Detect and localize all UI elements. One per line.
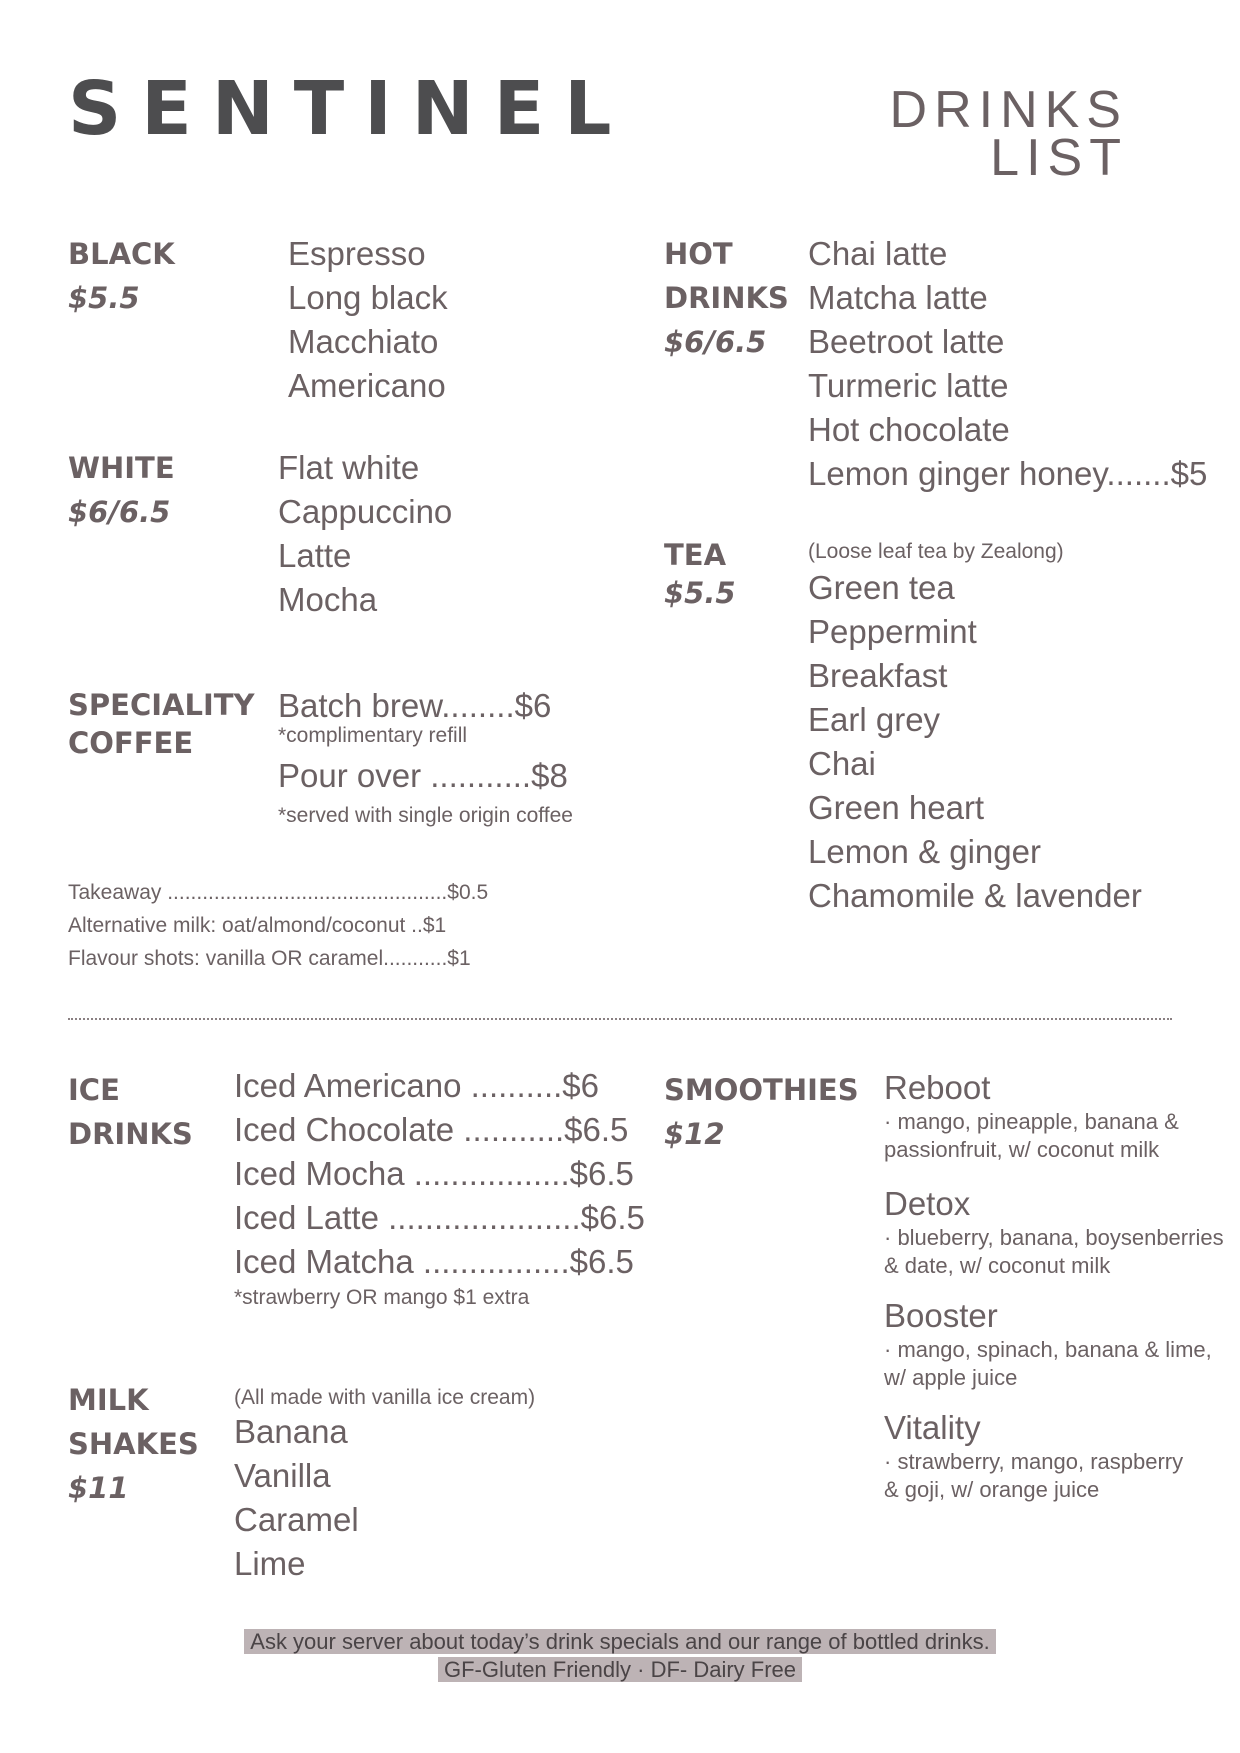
smoothies-category: SMOOTHIES xyxy=(664,1073,859,1107)
extra-takeaway: Takeaway ................................................$0.5 xyxy=(68,881,489,904)
pour-over-item: Pour over ...........$8 xyxy=(278,757,568,794)
extra-flavour-shots: Flavour shots: vanilla OR caramel...........$1 xyxy=(68,947,471,970)
footer xyxy=(0,1628,1240,1684)
black-category: BLACK xyxy=(68,237,175,271)
smoothie-item xyxy=(884,1296,1224,1392)
menu-item: Mocha xyxy=(278,581,378,618)
menu-item: Green tea xyxy=(808,569,955,606)
menu-item: Lime xyxy=(234,1545,306,1582)
batch-brew-item: Batch brew........$6 xyxy=(278,687,552,724)
tea-items xyxy=(808,566,1142,918)
brand-logo: SENTINEL xyxy=(68,66,632,152)
page-title-line2: LIST xyxy=(990,129,1128,187)
menu-item: Chai xyxy=(808,745,876,782)
smoothie-desc: · blueberry, banana, boysenberries xyxy=(884,1225,1224,1250)
menu-item: Peppermint xyxy=(808,613,977,650)
menu-item: Turmeric latte xyxy=(808,367,1009,404)
milkshakes-price: $11 xyxy=(68,1471,129,1505)
ice-items xyxy=(234,1064,645,1284)
menu-item: Macchiato xyxy=(288,323,439,360)
smoothie-name: Vitality xyxy=(884,1409,981,1446)
smoothie-item xyxy=(884,1184,1224,1280)
tea-note: (Loose leaf tea by Zealong) xyxy=(808,540,1064,563)
menu-item: Iced Chocolate ...........$6.5 xyxy=(234,1111,629,1148)
extra-alt-milk: Alternative milk: oat/almond/coconut ..$1 xyxy=(68,914,447,937)
hot-section-heading xyxy=(664,232,789,364)
menu-item: Hot chocolate xyxy=(808,411,1010,448)
white-price: $6/6.5 xyxy=(68,495,171,529)
milkshakes-category-line2: SHAKES xyxy=(68,1427,199,1461)
menu-item: Beetroot latte xyxy=(808,323,1005,360)
menu-item: Latte xyxy=(278,537,352,574)
black-items xyxy=(288,232,448,408)
speciality-section-heading xyxy=(68,686,255,762)
smoothie-desc: & date, w/ coconut milk xyxy=(884,1253,1111,1278)
speciality-category-line2: COFFEE xyxy=(68,726,194,760)
hot-category-line1: HOT xyxy=(664,237,733,271)
menu-item: Green heart xyxy=(808,789,985,826)
menu-item: Caramel xyxy=(234,1501,359,1538)
smoothie-name: Booster xyxy=(884,1297,998,1334)
speciality-category-line1: SPECIALITY xyxy=(68,688,255,722)
menu-item: Lemon & ginger xyxy=(808,833,1041,870)
batch-brew-note: *complimentary refill xyxy=(278,724,468,747)
page-title-line1: DRINKS xyxy=(889,81,1128,139)
smoothie-desc: · mango, spinach, banana & lime, xyxy=(884,1337,1212,1362)
menu-item: Flat white xyxy=(278,449,420,486)
menu-item: Banana xyxy=(234,1413,348,1450)
menu-item: Matcha latte xyxy=(808,279,988,316)
smoothie-name: Detox xyxy=(884,1185,971,1222)
menu-item: Iced Mocha .................$6.5 xyxy=(234,1155,634,1192)
tea-section-heading xyxy=(664,536,736,612)
smoothies-list xyxy=(884,1068,1224,1504)
smoothie-desc: · mango, pineapple, banana & xyxy=(884,1109,1179,1134)
ice-section-heading xyxy=(68,1068,193,1156)
milkshakes-note: (All made with vanilla ice cream) xyxy=(234,1386,536,1409)
smoothie-desc: & goji, w/ orange juice xyxy=(884,1477,1100,1502)
menu-item: Iced Latte .....................$6.5 xyxy=(234,1199,645,1236)
milkshakes-items xyxy=(234,1410,359,1586)
milkshakes-section-heading xyxy=(68,1378,199,1510)
menu-item: Long black xyxy=(288,279,448,316)
menu-item: Breakfast xyxy=(808,657,948,694)
footer-specials-note: Ask your server about today’s drink specials and our range of bottled drinks. xyxy=(244,1629,995,1654)
hot-category-line2: DRINKS xyxy=(664,281,789,315)
menu-item: Iced Americano ..........$6 xyxy=(234,1067,600,1104)
ice-category-line1: ICE xyxy=(68,1073,120,1107)
speciality-items xyxy=(278,684,573,830)
tea-category: TEA xyxy=(664,538,727,572)
menu-item: Chamomile & lavender xyxy=(808,877,1142,914)
smoothies-price: $12 xyxy=(664,1117,725,1151)
milkshakes-category-line1: MILK xyxy=(68,1383,149,1417)
section-divider xyxy=(68,1018,1172,1020)
menu-item: Iced Matcha ................$6.5 xyxy=(234,1243,634,1280)
smoothie-item xyxy=(884,1068,1224,1164)
hot-items xyxy=(808,232,1207,496)
menu-item: Earl grey xyxy=(808,701,941,738)
white-section-heading xyxy=(68,446,175,534)
smoothie-name: Reboot xyxy=(884,1069,991,1106)
smoothie-desc: · strawberry, mango, raspberry xyxy=(884,1449,1184,1474)
smoothies-section-heading xyxy=(664,1068,859,1156)
smoothie-desc: w/ apple juice xyxy=(884,1365,1018,1390)
page-title xyxy=(889,81,1128,187)
white-category: WHITE xyxy=(68,451,175,485)
black-price: $5.5 xyxy=(68,281,140,315)
extras-list xyxy=(68,876,488,975)
black-section-heading xyxy=(68,232,175,320)
menu-item: Espresso xyxy=(288,235,426,272)
tea-price: $5.5 xyxy=(664,576,736,610)
menu-item: Cappuccino xyxy=(278,493,453,530)
smoothie-item xyxy=(884,1408,1224,1504)
menu-item: Lemon ginger honey.......$5 xyxy=(808,455,1208,492)
menu-item: Americano xyxy=(288,367,446,404)
hot-price: $6/6.5 xyxy=(664,325,767,359)
smoothie-desc: passionfruit, w/ coconut milk xyxy=(884,1137,1160,1162)
white-items xyxy=(278,446,452,622)
menu-item: Chai latte xyxy=(808,235,948,272)
ice-category-line2: DRINKS xyxy=(68,1117,193,1151)
ice-note: *strawberry OR mango $1 extra xyxy=(234,1286,530,1309)
pour-over-note: *served with single origin coffee xyxy=(278,804,573,827)
menu-item: Vanilla xyxy=(234,1457,331,1494)
footer-dietary-legend: GF-Gluten Friendly · DF- Dairy Free xyxy=(438,1657,802,1682)
